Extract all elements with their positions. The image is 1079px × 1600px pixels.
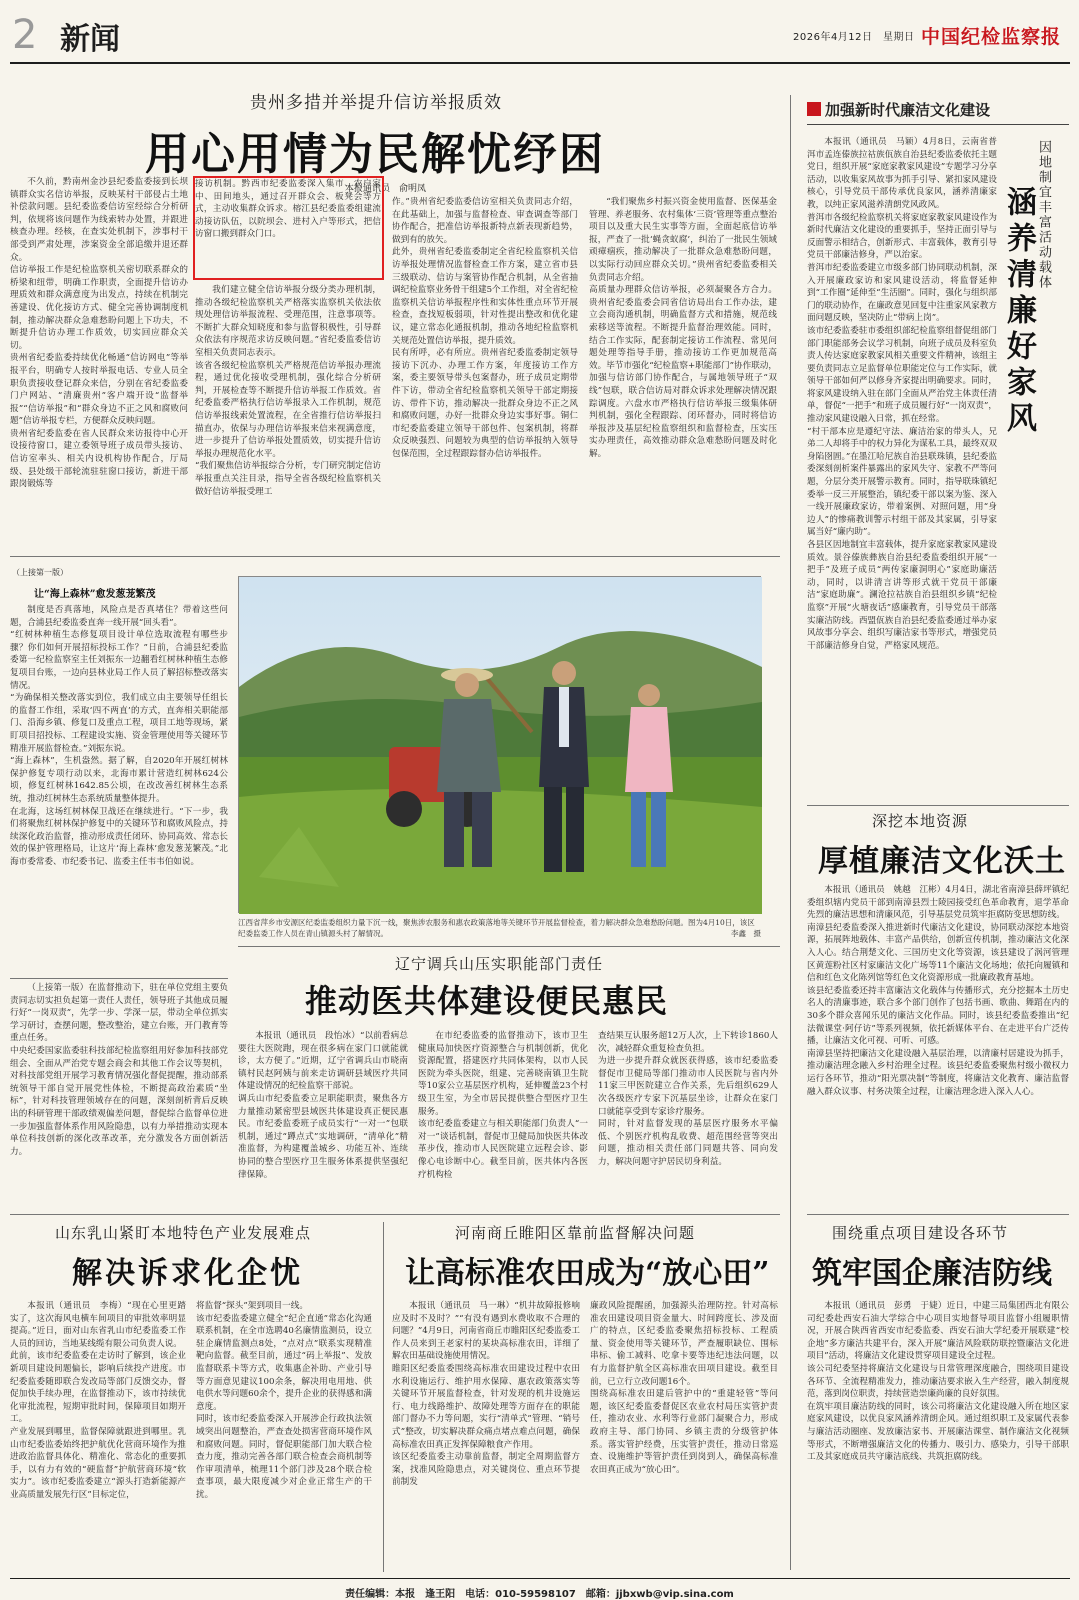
shaanxi-headline: 筑牢国企廉洁防线 [812, 1256, 1052, 1291]
photo-credit: 李鑫 摄 [731, 929, 761, 938]
shandong-divider [383, 1222, 384, 1572]
banner-rule [807, 124, 1069, 125]
photo-bottom-rule [238, 946, 780, 947]
lead-kicker: 贵州多措并举提升信访举报质效 [250, 93, 502, 113]
lead-headline: 用心用情为民解忧纾困 [145, 129, 605, 180]
sidebar-kicker: 因地制宜丰富活动载体 [1036, 140, 1051, 290]
shandong-headline: 解决诉求化企忧 [72, 1256, 303, 1291]
shaanxi-text: 本报讯（通讯员 彭勇 于婕）近日，中建三局集团西北有限公司纪委赴西安石油大学综合中心项目实地督导项目监督小组履职情况，开展合陕西省西安市纪委监委、西安石油大学纪委开展联建“校企地”多方廉洁共建平台，深入开展“廉洁风险联防联控暨廉洁文化进项目”活动，将廉洁文化建设贯穿项目建设全过程。 该公司纪委坚持将廉洁文化建设与日常管理深度融合，围绕项目建设各环节、全流程精准发力，推动廉洁要求嵌入生产经营，融入制度规范，落到岗位职责，持续营造崇廉尚廉的良好氛围。 在筑牢项目廉洁防线的同时，该公司将廉洁文化建设融入所在地区家庭家风建设，以优良家风涵养清朗企风。通过组织职工及家属代表参与廉洁活动圈座、发放廉洁家书、开展廉洁课堂、制作廉洁文化视频等形式，不断增强廉洁文化的传播力、吸引力、感染力，引导干部职工及其家庭成员共守廉洁底线、共筑拒腐防线。 [807, 1301, 1069, 1463]
unit-body: 在监督推动下，驻在单位党组主要负责同志切实担负起第一责任人责任，领导班子其他成员履行好“一岗双责”，先学一步、学深一层，带动全单位抓实学习研讨，查摆问题，整改整治，建立台账，开门教育等重点任务。 中央纪委国家监委驻科技部纪检监察组用好参加科技部党组会、全面从严治党专题会商会和其他工作会议等契机，对科技部党组开展学习教育情况强化督促提醒，推动部系统领导干部自觉开展党性体检，不断提高政治素质“坐标”，针对科技管理领域存在的问题，深刻剖析背后反映出的科研管理干部政绩观偏差问题，督促综合监督单位进一步加强监督体系作用风险隐患，以有力举措推动实现本单位科技创新的深化改革改革，充分激发各方面创新活力。 [10, 983, 228, 1157]
liaoning-column-3: 查结果互认服务超12万人次，上下转诊1860人次，减轻群众重复检查负担。 为进一步提升群众就医获得感，该市纪委监委督促市卫健局等部门推动市人民医院与省内外11家三甲医院建立合作关系，先后组织629人次各级医疗专家下沉基层坐诊，让群众在家门口就能享受到专家诊疗服务。 同时，针对监督发现的基层医疗服务水平偏低、个别医疗机构乱收费、超范围经营等突出问题，推动相关责任部门同题共答、同向发力，解决问题守护居民切身利益。 [598, 1031, 778, 1167]
sidebar-top-text-a: 本报讯（通讯员 马颖）4月8日，云南省普洱市孟连傣族拉祜族佤族自治县纪委监委依托主题党日，组织开展“家庭家教家风建设”专题学习分享活动，以收集家风故事为抓手引导、紧扣家风建设核心，引导党员干部传承优良家风，涵养清廉家教，以纯正家风滋养清朗党风政风。 普洱市各级纪检监察机关将家庭家教家风建设作为新时代廉洁文化建设的重要抓手，坚持正面引导与反面警示相结合，创新形式、丰富载体，教育引导党员干部廉洁修身，严以治家。 普洱市纪委监委建立市级多部门协同联动机制，深入开展廉政家访和家风建设活动，将监督延伸到“工作圈”延伸至“生活圈”。同时，强化与组织部门的联动协作，在廉政意见回复中注重家风家教方面问题反映，坚决防止“带病上岗”。 该市纪委监委驻市委组织部纪检监察组督促组部门部门职能部务会议学习机制，向班子成员及科室负责人传达家庭家教家风相关重要文件精神，该组主要负责同志立足监督单位职能定位与工作实际，就领导干部如何严以修身齐家提出明确要求。同时，将家风建设纳入驻在部门全面从严治党主体责任清单，督促“一把手”和班子成员履行好“一岗双责”，推动家风建设融入日常，抓在经常。 “村干部本应是遵纪守法、廉洁治家的带头人，兄弟二人却将手中的权力异化为谋私工具，最终双双身陷囹圄。”在墨江哈尼族自治县联珠镇，县纪委监委深刻剖析案件暴露出的家风失守、家教不严等问题，分层分类开展警示教育。同时，指导联珠镇纪委举一反三开展整治，镇纪委干部以案为鉴、深入一线开展廉政家访，带着案例、对照问题，用“身边人”的惨痛教训警示村组干部及其家属，引导家属当好“廉内助”。 各县区因地制宜丰富载体，提升家庭家教家风建设质效。景谷傣族彝族自治县纪委监委组织开展“一把手”及班子成员“两传家廉洞明心”家庭助廉活动，同时，以讲清言讲等形式就干党员干部廉洁“家庭助廉”。澜沧拉祜族自治县组织乡镇“纪检监察”开展“火塘夜话”感廉教育，引导党员干部落实廉洁防线。西盟佤族自治县纪委监委通过举办家风故事分享会、组织写廉洁家书等形式，增强党员干部廉洁修身自觉，严格家风规范。 [807, 137, 997, 651]
heritage-text: 本报讯（通讯员 姚越 江彬）4月4日，湖北省南漳县薛坪镇纪委组织辖内党员干部到南漳县烈士陵园接受红色革命教育，退学革命先烈的廉洁思想和清廉风范，引导基层党员筑牢拒腐防变思想防线。 南漳县纪委监委深入推进新时代廉洁文化建设，协同联动深挖本地资源，拓展阵地载体、丰富产品供给，创新宣传机制，推动廉洁文化深入人心。结合荆楚文化、三国历史文化等资源，该县建设了涡河管理区黄莲粉社区村家廉洁文化广场等11个廉洁文化场地；依托向履镇和信和红色文化陈列馆等红色文化资源形成一批廉政教育基地。 该县纪委监委还持丰富廉洁文化载体与传播形式，充分挖掘本土历史名人的清廉事迹，联合多个部门创作了包括书画、歌曲、舞蹈在内的30多个群众喜闻乐见的廉洁文化作品。同时，该县纪委监委推出“纪法微课堂·阿仔访”等系列视频，依托新媒体平台、在走进平台广泛传播，让廉洁文化可视、可听、可感。 南漳县坚持把廉洁文化建设融入基层治理，以清廉村居建设为抓手，推动廉洁理念融入乡村治理全过程。该县纪委监委聚焦村级小微权力运行各环节，推动“阳光票决制”等制度，将廉洁文化教育、廉洁监督融入群众议事、村务决策全过程，让廉洁理念进入深入人心。 [807, 885, 1069, 1097]
lead-column-4: “我们聚焦乡村振兴资金使用监督、医保基金管理、养老服务、农村集体‘三资’管理等重点整治项目以及重大民生实事等方面，全面起底信访举报，严查了一批‘蝇贪蚁腐’，纠治了一批民生领域顽瘴痼疾，推动解决了一批群众急难愁盼问题，以实际行动回应群众关切。”贵州省纪委监委相关负责同志介绍。 高质量办理群众信访举报，必须凝聚各方合力。贵州省纪委监委会同省信访局出台工作办法，建立会商沟通机制，明确监督方式和措施，规范线索移送等流程。不断提升监督治理效能。同时，结合工作实际，配套制定接访工作流程、常见问题处理等指导手册，推动接访工作更加规范高效。毕节市强化“纪检监察+职能部门”协作联动，加强与信访部门协作配合，与属地领导班子“双线”包联，联合信访局对群众诉求处理解决情况跟踪调度。六盘水市严格执行信访举报三级集体研判机制，强化全程跟踪、闭环督办，同时将信访举报涉及基层纪检监察组织和监督检查，压实压实办理责任，高效推动群众急难愁盼问题及时化解。 [589, 197, 777, 459]
unit-tag: （上接第一版） [27, 983, 89, 993]
forest-text: 制度是否真落地，风险点是否真堵住？带着这些问题，合浦县纪委监委直奔一线开展“回头看”。 “红树林种植生态修复项目设计单位选取流程有哪些步骤？你们如何开展招标投标工作？”日前，合浦县纪委监委第一纪检监察室主任刘振东一边翻看红树林种植生态修复项目台账，一边向县林业局工作人员了解招标整改落实情况。 “为确保相关整改落实到位，我们成立由主要领导任组长的监督工作组，采取‘四不两直’的方式，直奔相关职能部门、沿海乡镇、修复口及重点工程，项目工地等现场，紧盯项目招投标、工程建设实施、资金管理使用等关键环节精准开展监督检查。”刘振东说。 “海上森林”，生机盎然。据了解，自2020年开展红树林保护修复专项行动以来，北海市累计营造红树林624公顷，修复红树林1642.85公顷，在改改善红树林生态系统，推动红树林生态系统质量整体提升。 在北海，这场红树林保卫战还在继续进行。“下一步，我们将聚焦红树林保护修复中的关键环节和腐败风险点，持续深化政治监督，推动形成责任闭环、协同高效、常态长效的保护管理格局，让这片‘海上森林’愈发葱茏繁茂。”北海市委常委、市纪委书记、监委主任韦韦伯如说。 [10, 605, 228, 867]
henan-column-1: 本报讯（通讯员 马一琳）“机井故障报修响应及时不及时？”“有没有遇到水费收取不合理的问题？”4月9日，河南省商丘市睢阳区纪委监委工作人员来到王老家村的某块高标准农田，详细了解农田基础设施使用情况。 睢阳区纪委监委围绕高标准农田建设过程中农田水利设施运行、维护用水保障、惠农政策落实等关键环节开展监督检查，针对发现的机井设施运行、电力线路维护、故障处理等方面存在的职能部门督办不力等问题，实行“清单式”管理、“销号式”整改，切实解决群众痛点堵点难点问题，确保高标准农田真正发挥保障粮食产作用。 该区纪委监委主动靠前监督，制定全周期监督方案，找准风险隐患点，对关键岗位、重点环节提前制发 [392, 1301, 580, 1488]
forest-tag: （上接第一版） [12, 568, 68, 577]
liaoning-column-1: 本报讯（通讯员 段怡冰）“以前看病总要往大医院跑，现在很多病在家门口就能就诊，太方便了。”近期，辽宁省调兵山市晓南镇村民赵阿姨与前来走访调研县域医疗共同体建设情况的纪检监察干部说。 调兵山市纪委监委立足职能职责，聚焦各方力量推动紧密型县域医共体建设真正便民惠民。市纪委监委班子成员实行“一对一”包联机制，通过“蹲点式”实地调研，“清单化”精准监督，为构建覆盖城乡、功能互补、连续协同的整合型医疗卫生服务体系提供坚强纪律保障。 [238, 1031, 408, 1180]
liaoning-kicker: 辽宁调兵山压实职能部门责任 [395, 955, 604, 973]
heritage-kicker: 深挖本地资源 [872, 812, 969, 830]
forest-subhead: 让“海上森林”愈发葱茏繁茂 [34, 589, 156, 600]
unit-text [10, 982, 228, 1204]
masthead-rule [10, 62, 1070, 64]
sidebar-divider [790, 95, 791, 1570]
newspaper-logo: 中国纪检监察报 [921, 26, 1062, 48]
sidebar-banner [807, 99, 1069, 123]
liaoning-column-2: 在市纪委监委的监督推动下，该市卫生健康局加快医疗资源整合与机制创新，优化资源配置，搭建医疗共同体架构，以市人民医院为牵头医院，组建、完善晓南镇卫生院等10家公立基层医疗机构，延伸覆盖23个村级卫生室，为全市居民提供整合型医疗卫生服务。 该市纪委监委建立与相关职能部门负责人“一对一”谈话机制，督促市卫健局加快医共体改革步伐，推动市人民医院建立远程会诊、影像心电诊断中心。截至目前，医共体内各医疗机构检 [418, 1031, 588, 1180]
lead-column-2: 我们建立健全信访举报分级分类办理机制，推动各级纪检监察机关严格落实监察机关依法依规处理信访举报流程、受理范围，注意事项等。不断扩大群众知晓度和参与监督积极性，引导群众依法有序规范求访反映问题。”省纪委监委信访室相关负责同志表示。 该省各级纪检监察机关严格规范信访举报办理流程，通过优化接收受理机制，强化综合分析研判，开展检查等不断提升信访举报工作质效。省纪委监委严格执行信访举报录入工作机制，规范信访举报线索处置流程，在全省推行信访举报扫描直办，依保与办理信访举报来信来视满意度，进一步提升了信访举报处置质效，切实提升信访举报办理规范化水平。 “我们聚焦信访举报综合分析，专门研究制定信访举报重点关注目录，指导全省各级纪检监察机关做好信访举报受理工 [195, 285, 381, 497]
middle-bottom-rule [10, 1214, 780, 1215]
heritage-top-rule [807, 805, 1069, 806]
lead-bottom-rule [10, 556, 780, 557]
highlight-box [193, 176, 384, 280]
henan-column-2: 廉政风险提醒函，加强源头治理防控。针对高标准农田建设项目资金量大、时间跨度长、涉及面广的特点，区纪委监委聚焦招标投标、工程质量、资金使用等关键环节，严查履职缺位、围标串标、偷工减料、吃拿卡要等违纪违法问题，以有力监督护航全区高标准农田项目建设。截至目前，已立行立改问题16个。 围绕高标准农田建后管护中的“重建轻管”等问题，该区纪委监委督促区农业农村局压实管护责任，推动农业、水利等行业部门凝聚合力，形成政府主导、部门协同、乡镇主责的分级管护体系。落实管护经费，压实管护责任，推动日常巡查、设施维护等管护责任到岗到人，确保高标准农田真正成为“放心田”。 [590, 1301, 778, 1475]
shandong-column-2: 将监督“探头”架到项目一线。 该市纪委监委建立健全“纪企直通”常态化沟通联系机制，在全市选聘40名廉情监测员，设立驻企廉情监测点8处，“点对点”联系实现精准靶向监督。截至目前，通过“码上举报”、发放监督联系卡等方式，收集惠企补助、产业引导等方面意见建议100余条，解决用电用地、供电供水等问题60余个，提升企业的获得感和满意度。 同时，该市纪委监委深入开展涉企行政执法领域突出问题整治，严查查处损害营商环境作风和腐败问题。同时，督促职能部门加大联合检查力度，推动完善各部门联合检查会商机制等作审项清单，梳理11个部门涉及28个联合检查事项，最大限度减少对企业正常生产的干扰。 [196, 1301, 372, 1500]
heritage-bottom-rule [807, 1214, 1069, 1215]
liaoning-headline: 推动医共体建设便民惠民 [305, 982, 669, 1020]
shandong-column-1: 本报讯（通讯员 李梅）“现在心里更踏实了，这次海风电横车间项目的审批效率明显提高。”近日，面对山东省乳山市纪委监委工作人员的回访，当地某线缆有限公司负责人说。 此前，该市纪委监委在走访时了解到，该企业新项目建设间题偏长，影响后续投产进度。市纪委监委随即联合发改局等部门反馈交办，督促加快手续办理，在监督推动下，该市持续优化审批流程，短期审批时间，保障项目如期开工。 产业发展到哪里，监督保障就跟进到哪里。乳山市纪委监委始终把护航优化营商环境作为推进政治监督具体化、精准化、常态化的重要抓手，以有力有效的“硬监督”护航营商环境“软实力”。该市纪委监委建立“源头打造新能源产业高质量发展先行区”目标定位， [10, 1301, 186, 1500]
lead-byline: 本报通讯员 俞明凤 [345, 184, 427, 194]
lead-column-3: 作。”贵州省纪委监委信访室相关负责同志介绍，在此基础上，加强与监督检查、审查调查等部门协作配合，把准信访举报新特点新表现新趋势，做到有的放矢。 此外，贵州省纪委监委制定全省纪检监察机关信访举报处理情况监督检查工作方案，建立省市县三级联动、信访与案管协作配合机制，从全省抽调纪检监察业务骨干组建5个工作组，对全省纪检监察机关信访举报程序性和实体性重点环节开展检查，查找短板弱项，针对性提出整改和优化建议，建立常态化通报机制，推动各地纪检监察机关规范处置信访举报，提升质效。 民有所呼，必有所应。贵州省纪委监委制定领导接访下沉办、办理工作方案，年度接访工作方案，委主要领导带头包案督办，班子成员定期带件下访，带动全省纪检监察机关领导干部定期接访、带件下访，推动解决一批群众身边不正之风和腐败问题，办好一批群众身边实事好事。铜仁市纪委监委建立领导干部包件、包案机制，将群众反映强烈、问题较为典型的信访举报纳入领导包保范围，全过程跟踪督办信访举报件。 [392, 197, 578, 459]
editor-footer: 责任编辑：本报 逢王阳 电话：010-59598107 邮箱：jjbxwb@vip.sina.com [345, 1589, 734, 1600]
sidebar-headline: 涵养清廉好家风 [1001, 186, 1036, 438]
photo-caption-text: 江西省萍乡市安源区纪委监委组织力量下沉一线，聚焦涉农服务和惠农政策落地等关键环节开展监督检查，着力解决群众急难愁盼问题。图为4月10日，该区纪委监委工作人员在青山镇源头村了解情况。 [238, 918, 755, 938]
page-number: 2 [12, 12, 38, 58]
henan-kicker: 河南商丘睢阳区靠前监督解决问题 [455, 1224, 696, 1242]
photo-scene-icon [239, 577, 762, 914]
footer-rule [10, 1578, 1070, 1579]
news-photo [238, 576, 761, 913]
lead-column-1: 不久前，黔南州金沙县纪委监委接到长坝镇群众实名信访举报，反映某村干部侵占土地补偿款问题。县纪委监委信访室经综合分析研判，依规将该问题作为线索转办处置，并跟进核查办理。经核，在查实处机制下，涉事村干部受到严肃处理，涉案资金全部追缴并退还群众。 信访举报工作是纪检监察机关密切联系群众的桥梁和纽带，明确工作职责，全面提升信访办理质效和群众满意度为出发点，持续在机制完善建设、优化接访方式、健全完善协调制度机制，推动解决群众急难愁盼问题上下功夫，不断提升信访办理工作质效，切实回应群众关切。 贵州省纪委监委持续优化畅通“信访网电”等举报平台，明确专人按时举报电话、专业人员全职负责接收登记群众来信，分别在省纪委监委门户网站、“清廉贵州”客户端开设“监督举报”“信访举报”和“群众身边不正之风和腐败问题”信访举报专栏，方便群众反映问题。 贵州省纪委监委在省人民群众来访报待中心开设接待窗口，建立委领导班子成员带头接访、信访室率头、相关内设机构协作配合，厅局级、县处级干部轮流驻驻窗口接访，新进干部跟岗锻炼等 [10, 177, 188, 490]
banner-square-icon [807, 102, 821, 116]
shaanxi-kicker: 围绕重点项目建设各环节 [832, 1224, 1009, 1242]
photo-caption [238, 917, 761, 939]
shandong-kicker: 山东乳山紧盯本地特色产业发展难点 [55, 1224, 312, 1242]
heritage-headline: 厚植廉洁文化沃土 [818, 844, 1066, 879]
lead-column-2-highlight: 接访机制。黔西市纪委监委深入集市、农户家中、田间地头，通过召开群众会、板凳会等方式，主动收集群众诉求。榕江县纪委监委组建流动接访队伍，以院坝会、进村入户等形式，把信访窗口搬到群众门口。 [195, 179, 381, 240]
forest-bottom-rule [10, 978, 228, 979]
section-title: 新闻 [60, 22, 120, 57]
sidebar-banner-text: 加强新时代廉洁文化建设 [825, 101, 991, 119]
henan-headline: 让高标准农田成为“放心田” [405, 1256, 770, 1291]
issue-date: 2026年4月12日 星期日 [793, 32, 915, 43]
